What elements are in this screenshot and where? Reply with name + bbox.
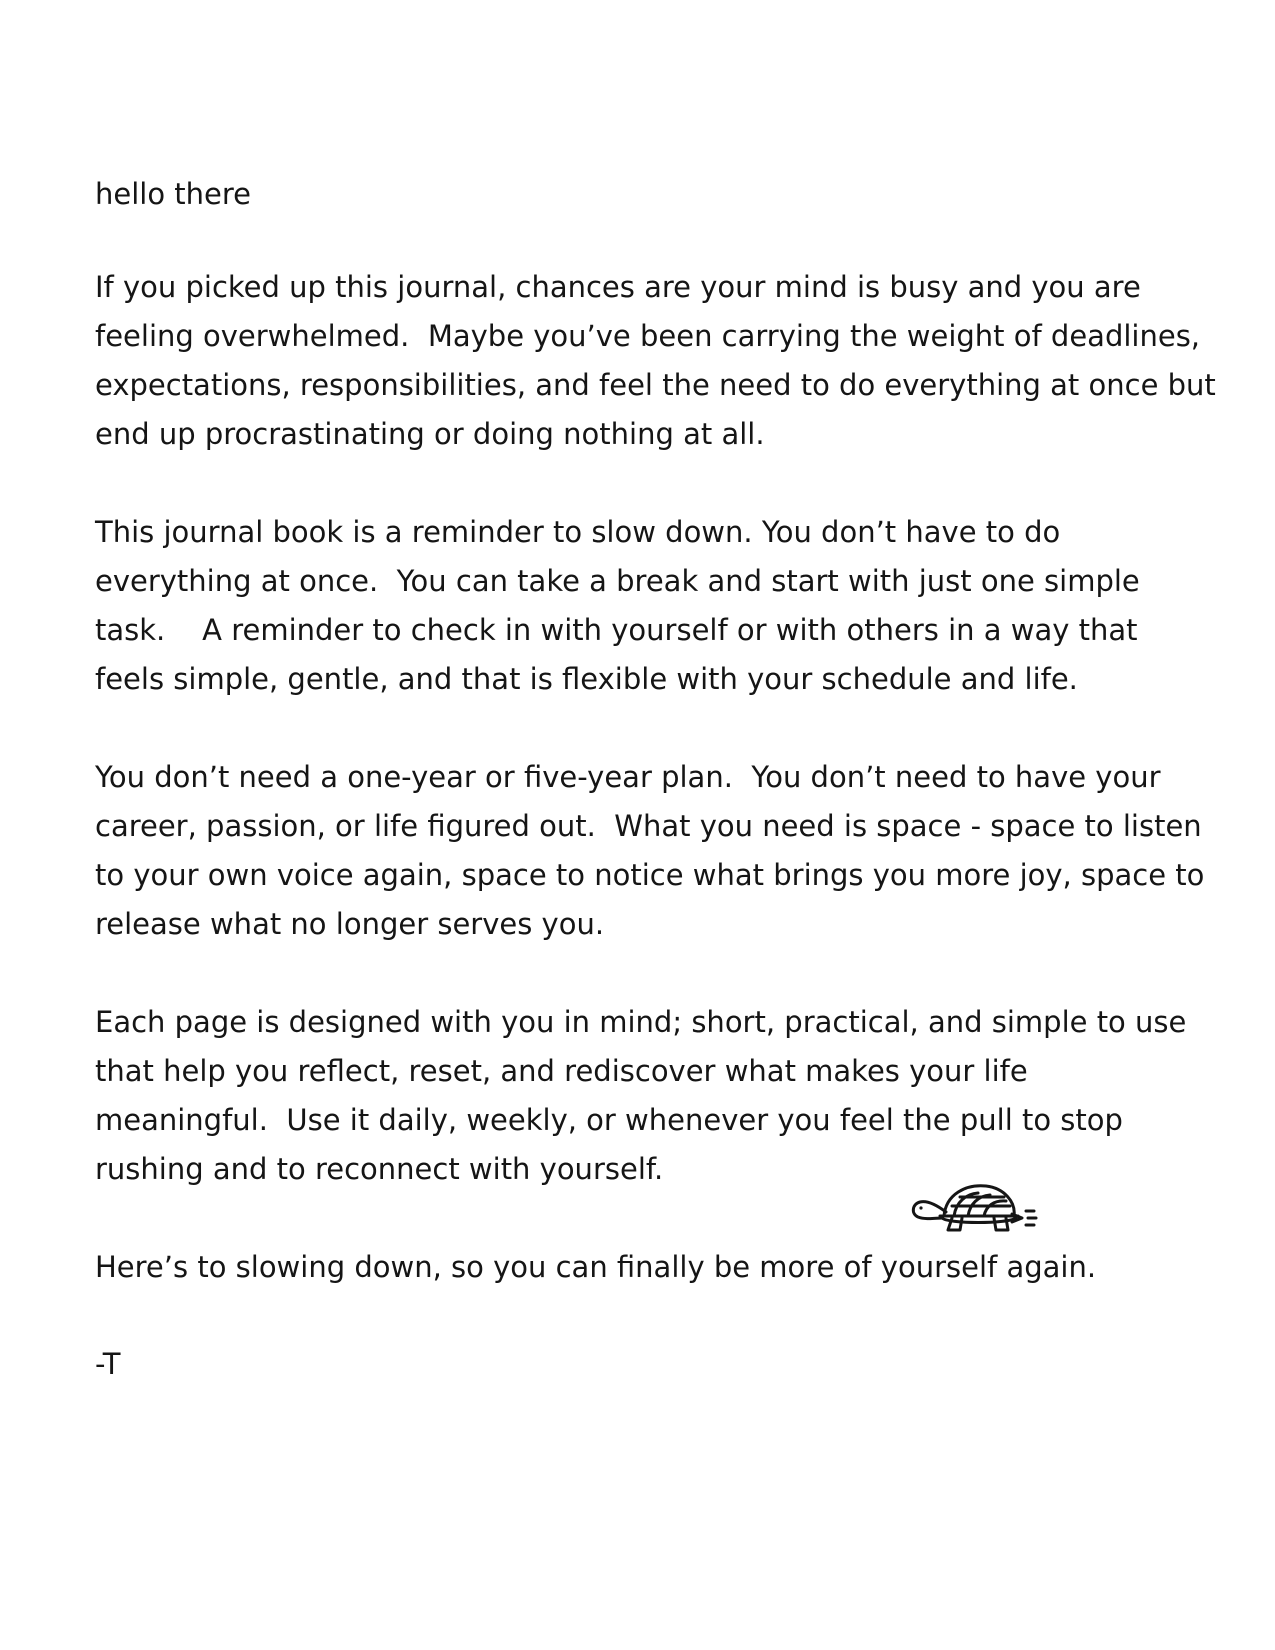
paragraph-line: end up procrastinating or doing nothing at all. xyxy=(95,417,765,451)
greeting: hello there xyxy=(95,177,252,211)
paragraph-line: rushing and to reconnect with yourself. xyxy=(95,1152,664,1186)
paragraph-line: everything at once. You can take a break and start with just one simple xyxy=(95,564,1140,598)
paragraph-line: This journal book is a reminder to slow down. You don’t have to do xyxy=(95,515,1061,549)
paragraph-line: feeling overwhelmed. Maybe you’ve been carrying the weight of deadlines, xyxy=(95,319,1201,353)
paragraph-line: release what no longer serves you. xyxy=(95,907,605,941)
paragraph-line: feels simple, gentle, and that is flexible with your schedule and life. xyxy=(95,662,1078,696)
paragraph-line: to your own voice again, space to notice what brings you more joy, space to xyxy=(95,858,1205,892)
signature: -T xyxy=(95,1347,121,1381)
paragraph-line: If you picked up this journal, chances are your mind is busy and you are xyxy=(95,270,1141,304)
turtle-icon xyxy=(908,1176,1038,1244)
paragraph-line: expectations, responsibilities, and feel the need to do everything at once but xyxy=(95,368,1216,402)
closing-line: Here’s to slowing down, so you can finally be more of yourself again. xyxy=(95,1250,1097,1284)
paragraph-line: You don’t need a one-year or five-year plan. You don’t need to have your xyxy=(95,760,1161,794)
paragraph-line: meaningful. Use it daily, weekly, or whenever you feel the pull to stop xyxy=(95,1103,1123,1137)
paragraph-line: Each page is designed with you in mind; short, practical, and simple to use xyxy=(95,1005,1187,1039)
paragraph-line: career, passion, or life figured out. What you need is space - space to listen xyxy=(95,809,1202,843)
paragraph-line: that help you reflect, reset, and rediscover what makes your life xyxy=(95,1054,1028,1088)
paragraph-line: task. A reminder to check in with yourself or with others in a way that xyxy=(95,613,1138,647)
